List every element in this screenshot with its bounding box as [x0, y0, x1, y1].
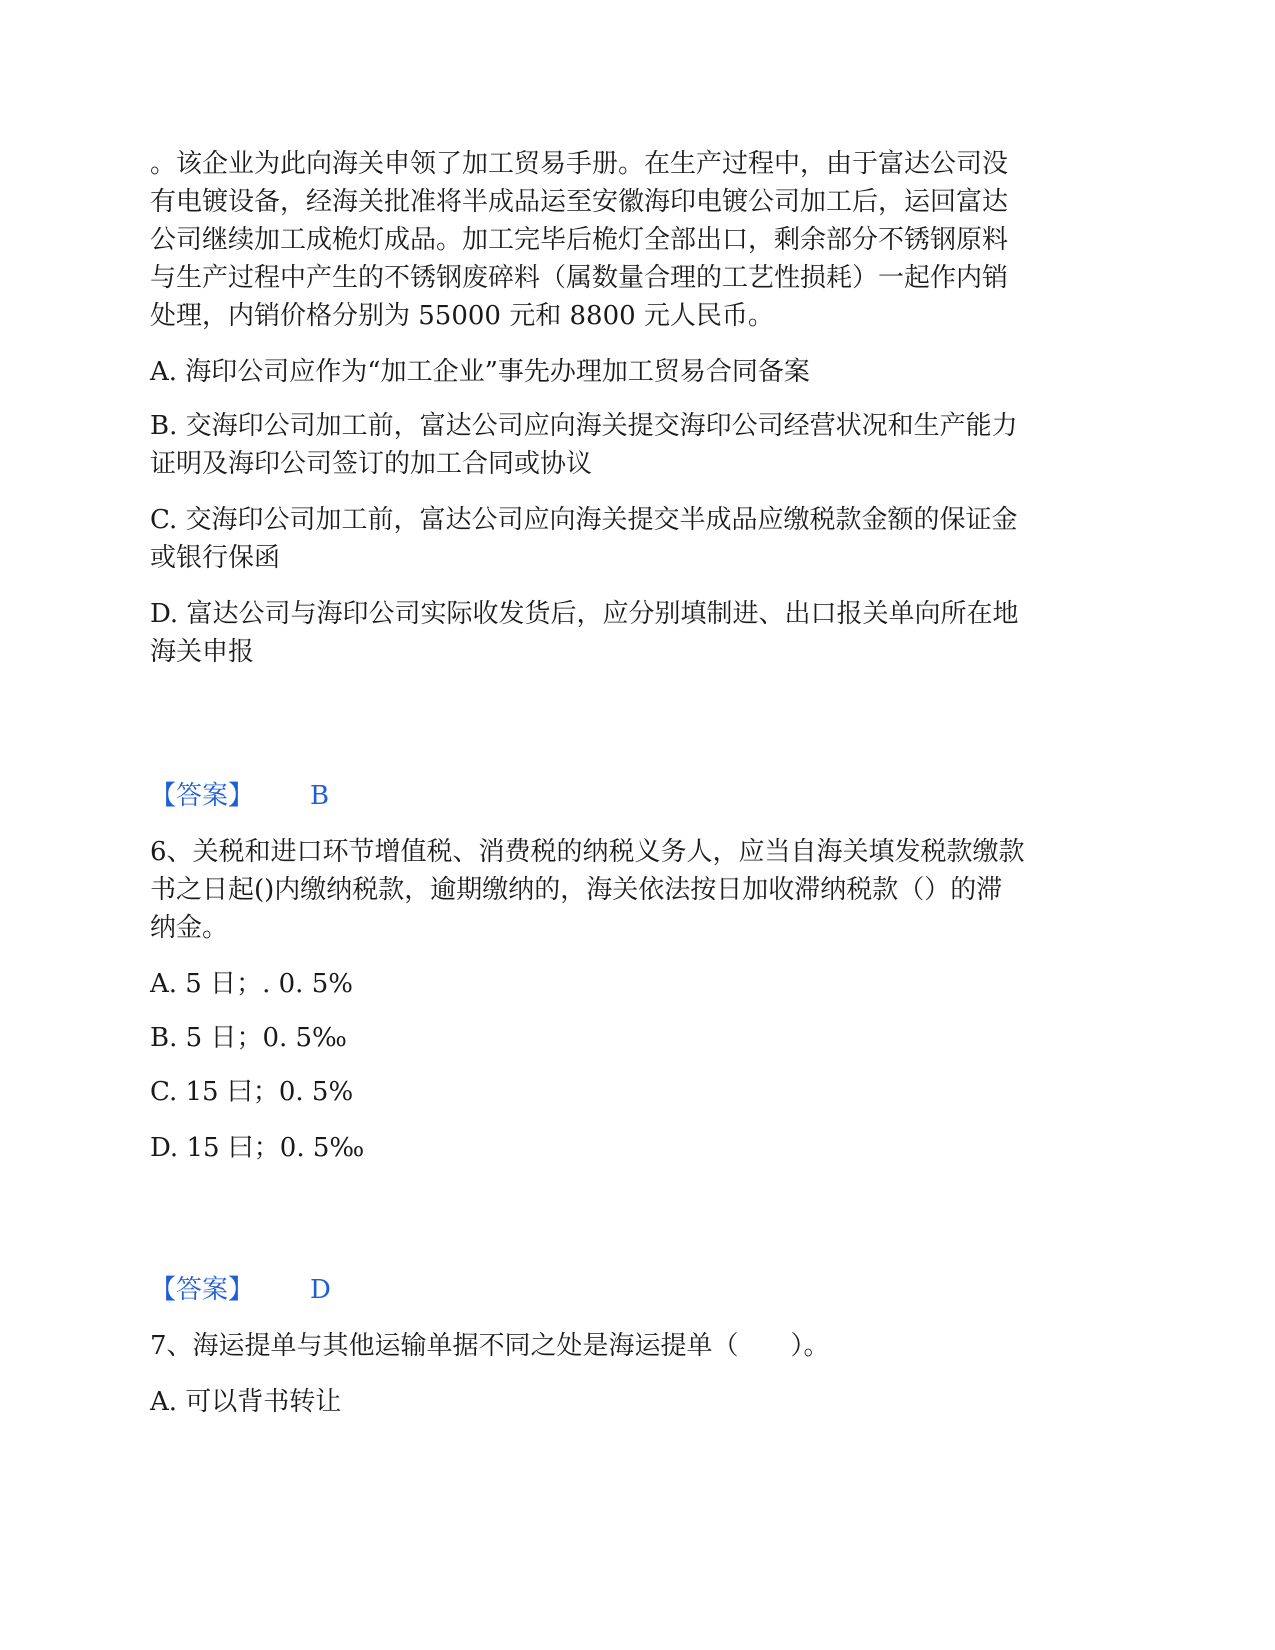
q5-option-b-line-1: B. 交海印公司加工前，富达公司应向海关提交海印公司经营状况和生产能力 [150, 411, 1018, 441]
q6-stem-line-1: 6、关税和进口环节增值税、消费税的纳税义务人，应当自海关填发税款缴款 [150, 837, 1025, 867]
answer-label: 【答案】 [150, 1275, 255, 1305]
q5-option-d-line-2: 海关申报 [150, 637, 255, 667]
q6-option-b: B. 5 日；0. 5‰ [150, 1023, 347, 1053]
q6-answer [150, 1272, 331, 1308]
q5-stem-line-1: 。该企业为此向海关申领了加工贸易手册。在生产过程中，由于富达公司没 [150, 149, 1009, 179]
q5-stem-line-4: 与生产过程中产生的不锈钢废碎料（属数量合理的工艺性损耗）一起作内销 [150, 263, 1009, 293]
q5-option-a: A. 海印公司应作为“加工企业”事先办理加工贸易合同备案 [150, 357, 810, 387]
answer-value: B [310, 781, 330, 811]
q6-stem-line-2: 书之日起()内缴纳税款，逾期缴纳的，海关依法按日加收滞纳税款（）的滞 [150, 875, 1003, 905]
q5-stem-line-5: 处理，内销价格分别为 55000 元和 8800 元人民币。 [150, 301, 774, 331]
q6-option-d: D. 15 曰；0. 5‰ [150, 1133, 365, 1163]
q6-stem-line-3: 纳金。 [150, 913, 229, 943]
q7-option-a: A. 可以背书转让 [150, 1387, 342, 1417]
q5-stem-line-2: 有电镀设备，经海关批准将半成品运至安徽海印电镀公司加工后，运回富达 [150, 187, 1009, 217]
q5-answer [150, 778, 330, 814]
answer-value: D [310, 1275, 331, 1305]
q7-stem: 7、海运提单与其他运输单据不同之处是海运提单（ ）。 [150, 1331, 830, 1361]
q5-option-c-line-1: C. 交海印公司加工前，富达公司应向海关提交半成品应缴税款金额的保证金 [150, 505, 1018, 535]
q6-option-c: C. 15 曰；0. 5% [150, 1077, 354, 1107]
q5-option-c-line-2: 或银行保函 [150, 543, 281, 573]
q5-stem-line-3: 公司继续加工成桅灯成品。加工完毕后桅灯全部出口，剩余部分不锈钢原料 [150, 225, 1009, 255]
q5-option-d-line-1: D. 富达公司与海印公司实际收发货后，应分别填制进、出口报关单向所在地 [150, 599, 1019, 629]
q6-option-a: A. 5 日；. 0. 5% [150, 969, 353, 999]
answer-label: 【答案】 [150, 781, 255, 811]
q5-option-b-line-2: 证明及海印公司签订的加工合同或协议 [150, 449, 593, 479]
